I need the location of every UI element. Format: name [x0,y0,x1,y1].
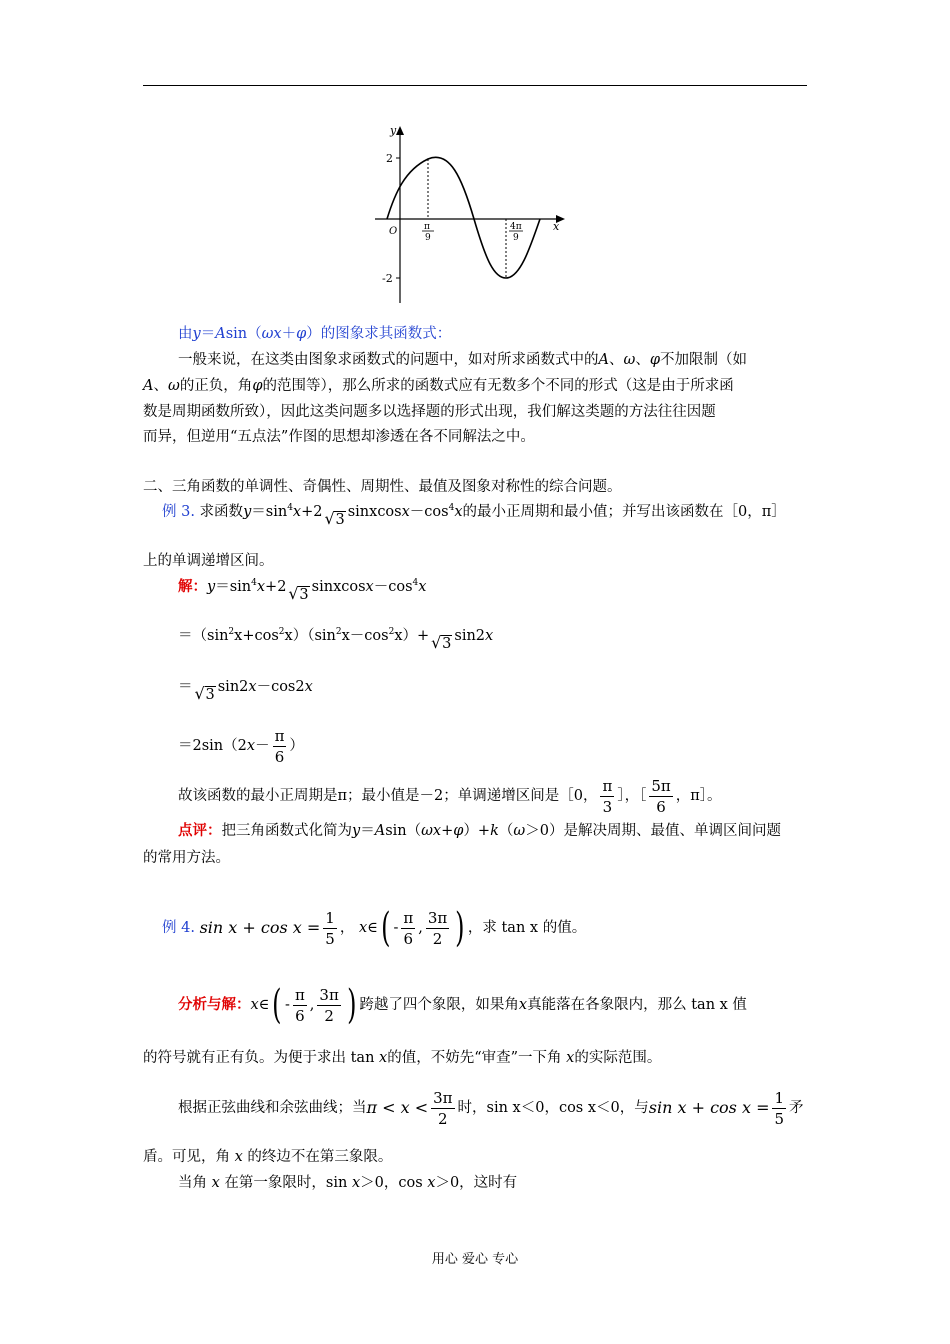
solution-line2: $=(\sin^2x+\cos^2x)(\sin^2x-\cos^2x)+√$ 3 sin2x [178,626,842,654]
tick-pi9-den: 9 [425,233,431,243]
section-heading: 由y＝Asin（ωx＋φ）的图象求其函数式： [178,326,452,342]
tick-label-2: 2 [386,152,393,165]
comment-line1: 点评：把三角函数式化简为y＝Asin（ωx+φ）+k（ω＞0）是解决周期、最值、单调区间问题 [178,822,781,839]
analysis-line5: 当角 x 在第一象限时，sin x＞0，cos x＞0，这时有 [178,1175,518,1191]
para1-line4: 而异，但逆用“五点法”作图的思想却渗透在各不同解法之中。 [143,429,535,445]
solution-line1: 解：$y=\sin^4x+2√$ 3 $sinxcosx-\cos^4x$ [178,577,842,605]
analysis-line4: 盾。可见，角 x 的终边不在第三象限。 [143,1149,393,1165]
origin-label: O [389,226,398,237]
sqrt-symbol: √ 3 [324,510,345,530]
example4: 例 4. sin x + cos x = $\frac{1}{5}$ ， x∈( - $\frac{\pi}{6}$ , $\frac{3\pi}{2}$ ) ，求 tan x 的值。 [162,905,587,951]
sine-curve [387,157,540,278]
analysis-line2: 的符号就有正有负。为便于求出 tan x的值，不妨先“审查”一下角 x的实际范围。 [143,1050,662,1066]
y-axis-arrow-icon [396,126,404,135]
para1-line2: A、ω的正负，角φ的范围等），那么所求的函数式应有无数多个不同的形式（这是由于所求函 [143,378,734,394]
section2-title: 二、三角函数的单调性、奇偶性、周期性、最值及图象对称性的综合问题。 [143,479,622,495]
example3-line1: 例 3. 求函数$y=\sin^4x+2√$ 3 $sinxcosx-\cos^4x$的最小正周期和最小值；并写出该函数在［0，π］ [162,502,826,530]
solution-line4: ＝2sin（2x－ $\frac{\pi}{6}$ ） [178,726,304,766]
analysis-line3: 根据正弦曲线和余弦曲线；当π < x < $\frac{3\pi}{2}$ 时，sin x＜0，cos x＜0，与sin x + cos x = $\frac{1}{5}$ 矛 [178,1088,804,1128]
example3-line2: 上的单调递增区间。 [143,553,274,569]
x-axis-label: x [553,220,560,233]
para1-line1: 一般来说，在这类由图象求函数式的问题中，如对所求函数式中的A、ω、φ不加限制（如 [178,352,747,368]
solution-conclusion: 故该函数的最小正周期是π；最小值是－2；单调递增区间是［0， $\frac{\pi}{3}$ ］，［ $\frac{5\pi}{6}$ ，π］。 [178,776,722,816]
tick-pi9-num: π [424,222,430,232]
tick-4pi9-num: 4π [510,222,522,232]
para1-line3: 数是周期函数所致），因此这类问题多以选择题的形式出现，我们解这类题的方法往往因题 [143,404,716,420]
tick-4pi9-den: 9 [513,233,519,243]
comment-line2: 的常用方法。 [143,850,230,866]
tick-label-neg2: -2 [382,272,393,285]
sine-graph [370,118,570,308]
solution-line3: ＝√ 3 sin2x－cos2x [178,677,842,705]
analysis-line1: 分析与解：x∈( - $\frac{\pi}{6}$ , $\frac{3\pi}{2}$ ) 跨越了四个象限，如果角x真能落在各象限内，那么 tan x 值 [178,982,747,1028]
header-rule [143,85,807,86]
y-axis-label: y [390,124,397,137]
page-footer: 用心 爱心 专心 [431,1252,519,1267]
